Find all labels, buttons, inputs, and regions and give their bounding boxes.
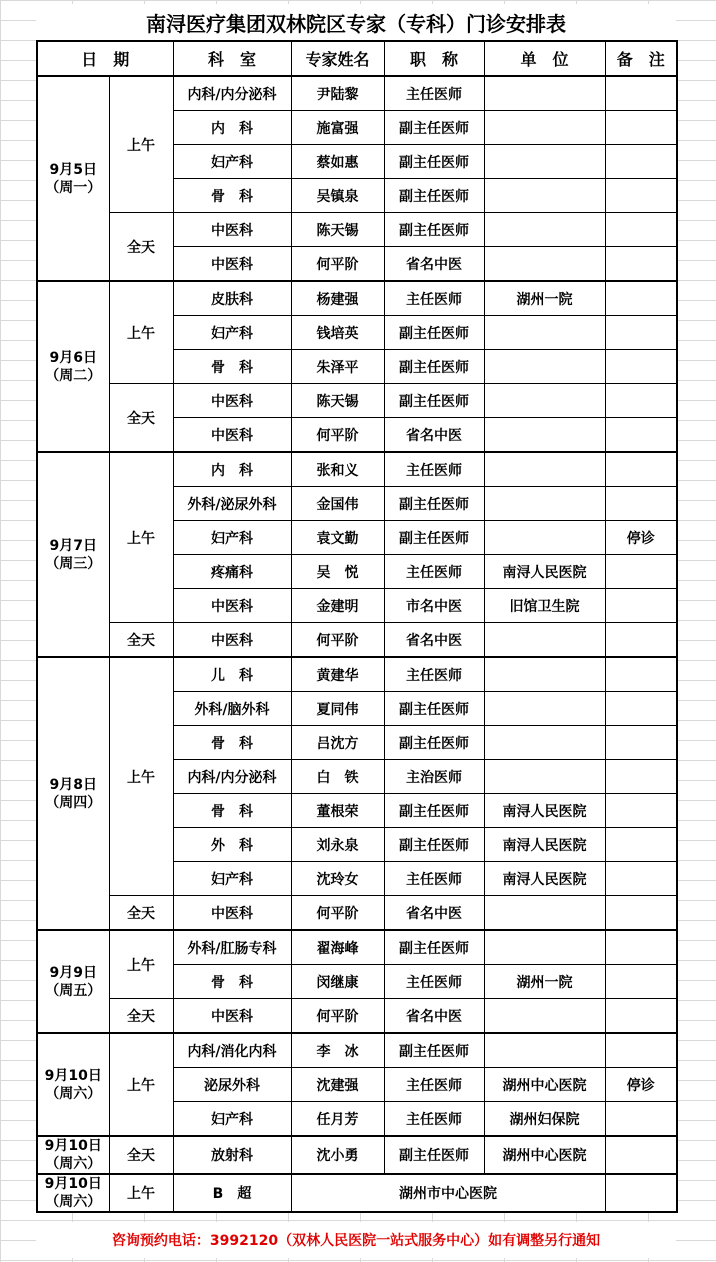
note-cell (605, 862, 677, 896)
unit-cell: 南浔人民医院 (484, 794, 605, 828)
date-cell: 9月7日 （周三） (37, 452, 109, 657)
unit-cell (484, 452, 605, 487)
note-cell (605, 487, 677, 521)
dept-cell: 外科/泌尿外科 (173, 487, 291, 521)
note-cell (605, 657, 677, 692)
note-cell (605, 452, 677, 487)
note-cell (605, 179, 677, 213)
dept-cell: 骨 科 (173, 726, 291, 760)
doctor-name-cell: 袁文勤 (291, 521, 384, 555)
dept-cell: 内科/内分泌科 (173, 760, 291, 794)
note-cell (605, 247, 677, 282)
job-title-cell: 副主任医师 (384, 213, 484, 247)
doctor-name-cell: 黄建华 (291, 657, 384, 692)
period-cell: 上午 (109, 1033, 173, 1136)
doctor-name-cell: 蔡如惠 (291, 145, 384, 179)
dept-cell: 中医科 (173, 418, 291, 453)
unit-cell (484, 316, 605, 350)
doctor-name-cell: 金建明 (291, 589, 384, 623)
note-cell (605, 794, 677, 828)
doctor-name-cell: 朱泽平 (291, 350, 384, 384)
table-row (37, 1136, 677, 1174)
doctor-name-cell: 刘永泉 (291, 828, 384, 862)
doctor-name-cell: 陈天锡 (291, 213, 384, 247)
unit-cell (484, 726, 605, 760)
dept-cell: 骨 科 (173, 350, 291, 384)
dept-cell: 妇产科 (173, 521, 291, 555)
doctor-name-cell: 任月芳 (291, 1102, 384, 1137)
dept-cell: 疼痛科 (173, 555, 291, 589)
note-cell (605, 828, 677, 862)
date-cell: 9月5日 （周一） (37, 76, 109, 281)
table-row (37, 1033, 677, 1068)
schedule-body (37, 76, 677, 1212)
note-cell (605, 76, 677, 111)
dept-cell: 中医科 (173, 213, 291, 247)
job-title-cell: 副主任医师 (384, 487, 484, 521)
note-cell (605, 965, 677, 999)
unit-cell: 湖州妇保院 (484, 1102, 605, 1137)
period-cell: 全天 (109, 999, 173, 1034)
note-cell (605, 623, 677, 658)
period-cell: 全天 (109, 213, 173, 282)
unit-cell (484, 999, 605, 1034)
table-row (37, 76, 677, 111)
period-cell: 全天 (109, 1136, 173, 1174)
dept-cell: 妇产科 (173, 1102, 291, 1137)
job-title-cell: 副主任医师 (384, 692, 484, 726)
note-cell (605, 1136, 677, 1174)
header-note: 备 注 (605, 41, 677, 76)
doctor-name-cell: 闵继康 (291, 965, 384, 999)
table-row (37, 896, 677, 931)
unit-cell (484, 145, 605, 179)
unit-cell (484, 896, 605, 931)
job-title-cell: 市名中医 (384, 589, 484, 623)
unit-cell (484, 487, 605, 521)
note-cell (605, 145, 677, 179)
note-cell (605, 418, 677, 453)
dept-cell: 妇产科 (173, 862, 291, 896)
job-title-cell: 主任医师 (384, 862, 484, 896)
note-cell (605, 555, 677, 589)
note-cell (605, 213, 677, 247)
unit-cell: 湖州中心医院 (484, 1068, 605, 1102)
dept-cell: 骨 科 (173, 179, 291, 213)
job-title-cell: 主任医师 (384, 555, 484, 589)
doctor-name-cell: 吕沈方 (291, 726, 384, 760)
header-title: 职 称 (384, 41, 484, 76)
unit-cell: 湖州市中心医院 (291, 1174, 605, 1212)
note-cell (605, 1102, 677, 1137)
table-row (37, 384, 677, 418)
dept-cell: 骨 科 (173, 965, 291, 999)
doctor-name-cell: 尹陆黎 (291, 76, 384, 111)
note-cell (605, 930, 677, 965)
dept-cell: B 超 (173, 1174, 291, 1212)
dept-cell: 外科/肛肠专科 (173, 930, 291, 965)
footer-note: 咨询预约电话：3992120（双林人民医院一站式服务中心）如有调整另行通知 (36, 1222, 676, 1258)
doctor-name-cell: 沈建强 (291, 1068, 384, 1102)
table-row (37, 930, 677, 965)
job-title-cell: 主任医师 (384, 657, 484, 692)
doctor-name-cell: 张和义 (291, 452, 384, 487)
period-cell: 上午 (109, 281, 173, 384)
unit-cell: 南浔人民医院 (484, 828, 605, 862)
note-cell (605, 726, 677, 760)
note-cell (605, 589, 677, 623)
schedule-table (36, 40, 678, 1213)
note-cell: 停诊 (605, 1068, 677, 1102)
note-cell (605, 384, 677, 418)
job-title-cell: 省名中医 (384, 623, 484, 658)
doctor-name-cell: 李 冰 (291, 1033, 384, 1068)
job-title-cell: 省名中医 (384, 247, 484, 282)
doctor-name-cell: 何平阶 (291, 623, 384, 658)
job-title-cell: 主任医师 (384, 965, 484, 999)
dept-cell: 皮肤科 (173, 281, 291, 316)
unit-cell: 南浔人民医院 (484, 862, 605, 896)
job-title-cell: 副主任医师 (384, 828, 484, 862)
dept-cell: 放射科 (173, 1136, 291, 1174)
period-cell: 上午 (109, 452, 173, 623)
job-title-cell: 副主任医师 (384, 930, 484, 965)
doctor-name-cell: 董根荣 (291, 794, 384, 828)
job-title-cell: 副主任医师 (384, 521, 484, 555)
period-cell: 上午 (109, 657, 173, 896)
dept-cell: 外科/脑外科 (173, 692, 291, 726)
dept-cell: 内 科 (173, 452, 291, 487)
dept-cell: 中医科 (173, 623, 291, 658)
doctor-name-cell: 何平阶 (291, 418, 384, 453)
note-cell: 停诊 (605, 521, 677, 555)
doctor-name-cell: 何平阶 (291, 896, 384, 931)
doctor-name-cell: 何平阶 (291, 247, 384, 282)
note-cell (605, 111, 677, 145)
dept-cell: 内科/消化内科 (173, 1033, 291, 1068)
job-title-cell: 副主任医师 (384, 726, 484, 760)
unit-cell (484, 692, 605, 726)
doctor-name-cell: 翟海峰 (291, 930, 384, 965)
table-row (37, 623, 677, 658)
note-cell (605, 281, 677, 316)
note-cell (605, 760, 677, 794)
page-title: 南浔医疗集团双林院区专家（专科）门诊安排表 (36, 4, 676, 40)
unit-cell (484, 247, 605, 282)
job-title-cell: 省名中医 (384, 418, 484, 453)
dept-cell: 泌尿外科 (173, 1068, 291, 1102)
unit-cell (484, 384, 605, 418)
doctor-name-cell: 陈天锡 (291, 384, 384, 418)
date-cell: 9月8日 （周四） (37, 657, 109, 930)
unit-cell (484, 179, 605, 213)
unit-cell (484, 760, 605, 794)
table-row (37, 452, 677, 487)
job-title-cell: 省名中医 (384, 896, 484, 931)
doctor-name-cell: 沈小勇 (291, 1136, 384, 1174)
unit-cell: 湖州一院 (484, 965, 605, 999)
table-row (37, 999, 677, 1034)
unit-cell (484, 213, 605, 247)
unit-cell (484, 623, 605, 658)
unit-cell (484, 521, 605, 555)
dept-cell: 妇产科 (173, 145, 291, 179)
header-row (37, 41, 677, 76)
dept-cell: 妇产科 (173, 316, 291, 350)
dept-cell: 中医科 (173, 247, 291, 282)
table-row (37, 281, 677, 316)
period-cell: 全天 (109, 623, 173, 658)
doctor-name-cell: 夏同伟 (291, 692, 384, 726)
note-cell (605, 999, 677, 1034)
job-title-cell: 副主任医师 (384, 794, 484, 828)
job-title-cell: 副主任医师 (384, 350, 484, 384)
doctor-name-cell: 何平阶 (291, 999, 384, 1034)
unit-cell: 南浔人民医院 (484, 555, 605, 589)
note-cell (605, 350, 677, 384)
header-dept: 科 室 (173, 41, 291, 76)
date-cell: 9月10日 （周六） (37, 1033, 109, 1136)
date-cell: 9月9日 （周五） (37, 930, 109, 1033)
job-title-cell: 主任医师 (384, 76, 484, 111)
job-title-cell: 主治医师 (384, 760, 484, 794)
unit-cell (484, 76, 605, 111)
unit-cell (484, 1033, 605, 1068)
period-cell: 上午 (109, 1174, 173, 1212)
table-row (37, 213, 677, 247)
note-cell (605, 316, 677, 350)
dept-cell: 中医科 (173, 896, 291, 931)
doctor-name-cell: 吴 悦 (291, 555, 384, 589)
period-cell: 上午 (109, 930, 173, 999)
unit-cell (484, 350, 605, 384)
unit-cell (484, 418, 605, 453)
date-cell: 9月6日 （周二） (37, 281, 109, 452)
table-row (37, 657, 677, 692)
dept-cell: 内 科 (173, 111, 291, 145)
job-title-cell: 主任医师 (384, 281, 484, 316)
doctor-name-cell: 沈玲女 (291, 862, 384, 896)
unit-cell: 湖州一院 (484, 281, 605, 316)
dept-cell: 内科/内分泌科 (173, 76, 291, 111)
note-cell (605, 1033, 677, 1068)
job-title-cell: 主任医师 (384, 1068, 484, 1102)
header-date: 日 期 (37, 41, 173, 76)
note-cell (605, 896, 677, 931)
unit-cell (484, 657, 605, 692)
unit-cell: 旧馆卫生院 (484, 589, 605, 623)
doctor-name-cell: 白 铁 (291, 760, 384, 794)
dept-cell: 中医科 (173, 384, 291, 418)
job-title-cell: 副主任医师 (384, 384, 484, 418)
dept-cell: 中医科 (173, 999, 291, 1034)
date-cell: 9月10日 （周六） (37, 1174, 109, 1212)
job-title-cell: 副主任医师 (384, 179, 484, 213)
job-title-cell: 副主任医师 (384, 111, 484, 145)
job-title-cell: 副主任医师 (384, 316, 484, 350)
header-unit: 单 位 (484, 41, 605, 76)
job-title-cell: 主任医师 (384, 452, 484, 487)
unit-cell (484, 111, 605, 145)
note-cell (605, 1174, 677, 1212)
dept-cell: 骨 科 (173, 794, 291, 828)
job-title-cell: 主任医师 (384, 1102, 484, 1137)
doctor-name-cell: 施富强 (291, 111, 384, 145)
job-title-cell: 副主任医师 (384, 1033, 484, 1068)
note-cell (605, 692, 677, 726)
unit-cell (484, 930, 605, 965)
job-title-cell: 副主任医师 (384, 1136, 484, 1174)
period-cell: 上午 (109, 76, 173, 213)
unit-cell: 湖州中心医院 (484, 1136, 605, 1174)
period-cell: 全天 (109, 896, 173, 931)
dept-cell: 中医科 (173, 589, 291, 623)
doctor-name-cell: 吴镇泉 (291, 179, 384, 213)
dept-cell: 儿 科 (173, 657, 291, 692)
job-title-cell: 副主任医师 (384, 145, 484, 179)
table-row (37, 1174, 677, 1212)
doctor-name-cell: 钱培英 (291, 316, 384, 350)
job-title-cell: 省名中医 (384, 999, 484, 1034)
date-cell: 9月10日 （周六） (37, 1136, 109, 1174)
period-cell: 全天 (109, 384, 173, 453)
doctor-name-cell: 杨建强 (291, 281, 384, 316)
dept-cell: 外 科 (173, 828, 291, 862)
header-name: 专家姓名 (291, 41, 384, 76)
doctor-name-cell: 金国伟 (291, 487, 384, 521)
